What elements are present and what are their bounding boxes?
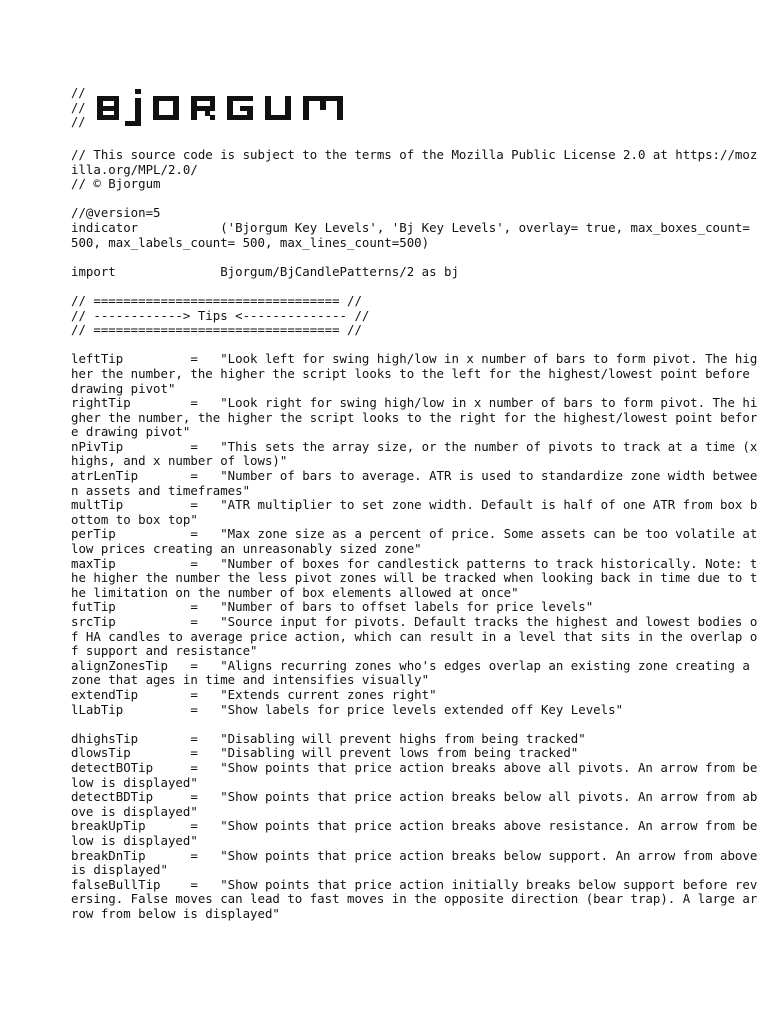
code-line: falseBullTip = "Show points that price action initially breaks below support before reversing. False moves can lead to fast moves in the opposite direction (bear trap). A large arrow from below is displayed" — [71, 876, 758, 921]
code-line: leftTip = "Look left for swing high/low in x number of bars to form pivot. The higher the number, the higher the script looks to the left for the highest/lowest point before drawing pivot" — [71, 351, 758, 396]
header-logo-block — [71, 86, 761, 130]
code-line: alignZonesTip = "Aligns recurring zones who's edges overlap an existing zone creating a zone that ages in time and intensifies visually" — [71, 657, 758, 688]
blank-line — [71, 338, 761, 353]
code-line: dlowsTip = "Disabling will prevent lows from being tracked" — [71, 745, 579, 761]
code-line: perTip = "Max zone size as a percent of price. Some assets can be too volatile at low prices creating an unreasonably sized zone" — [71, 526, 765, 557]
code-line: maxTip = "Number of boxes for candlestick patterns to track historically. Note: the higher the number the less pivot zones will be tracked when looking back in time due to the limitation on the number of box elements allowed at once" — [71, 555, 758, 600]
code-line: rightTip = "Look right for swing high/low in x number of bars to form pivot. The higher the number, the higher the script looks to the right for the highest/lowest point before drawing pivot" — [71, 395, 758, 440]
code-line: multTip = "ATR multiplier to set zone width. Default is half of one ATR from box bottom to box top" — [71, 497, 758, 527]
code-line: // ================================= // — [71, 292, 362, 308]
blank-line — [71, 250, 761, 265]
code-line: detectBDTip = "Show points that price action breaks below all pivots. An arrow from above is displayed" — [71, 789, 758, 819]
code-line: extendTip = "Extends current zones right" — [71, 686, 437, 702]
blank-line — [71, 717, 761, 732]
slash-line: // — [71, 86, 86, 100]
code-line: // ------------> Tips <-------------- // — [71, 307, 370, 323]
code-line: lLabTip = "Show labels for price levels extended off Key Levels" — [71, 701, 624, 717]
blank-line — [71, 192, 761, 207]
code-line: detectBOTip = "Show points that price action breaks above all pivots. An arrow from below is displayed" — [71, 759, 758, 790]
code-line: // This source code is subject to the terms of the Mozilla Public License 2.0 at https://mozilla.org/MPL/2.0/ — [71, 147, 758, 177]
source-code-block — [71, 147, 765, 921]
code-line: dhighsTip = "Disabling will prevent highs from being tracked" — [71, 730, 586, 746]
code-line: import Bjorgum/BjCandlePatterns/2 as bj — [71, 263, 459, 279]
code-line: futTip = "Number of bars to offset labels for price levels" — [71, 599, 594, 615]
code-line: nPivTip = "This sets the array size, or the number of pivots to track at a time (x highs, and x number of lows)" — [71, 438, 765, 469]
code-line: //@version=5 — [71, 205, 161, 221]
slash-line: // — [71, 100, 86, 115]
logo-comment-slashes — [71, 86, 85, 130]
document-page — [71, 86, 765, 921]
code-line: breakDnTip = "Show points that price action breaks below support. An arrow from above is displayed" — [71, 847, 765, 878]
code-line: // © Bjorgum — [71, 176, 161, 192]
code-line: atrLenTip = "Number of bars to average. ATR is used to standardize zone width between assets and timeframes" — [71, 468, 758, 498]
code-line: srcTip = "Source input for pivots. Default tracks the highest and lowest bodies of HA candles to average price action, which can result in a level that sits in the overlap of support and resistance" — [71, 614, 758, 659]
bjorgum-pixel-logo — [93, 88, 353, 128]
code-line: // ================================= // — [71, 322, 362, 338]
blank-line — [71, 279, 761, 294]
code-line: breakUpTip = "Show points that price action breaks above resistance. An arrow from below is displayed" — [71, 818, 758, 848]
code-line: indicator ('Bjorgum Key Levels', 'Bj Key Levels', overlay= true, max_boxes_count= 500, max_labels_count= 500, max_lines_count=500) — [71, 219, 758, 250]
slash-line: // — [71, 115, 86, 130]
